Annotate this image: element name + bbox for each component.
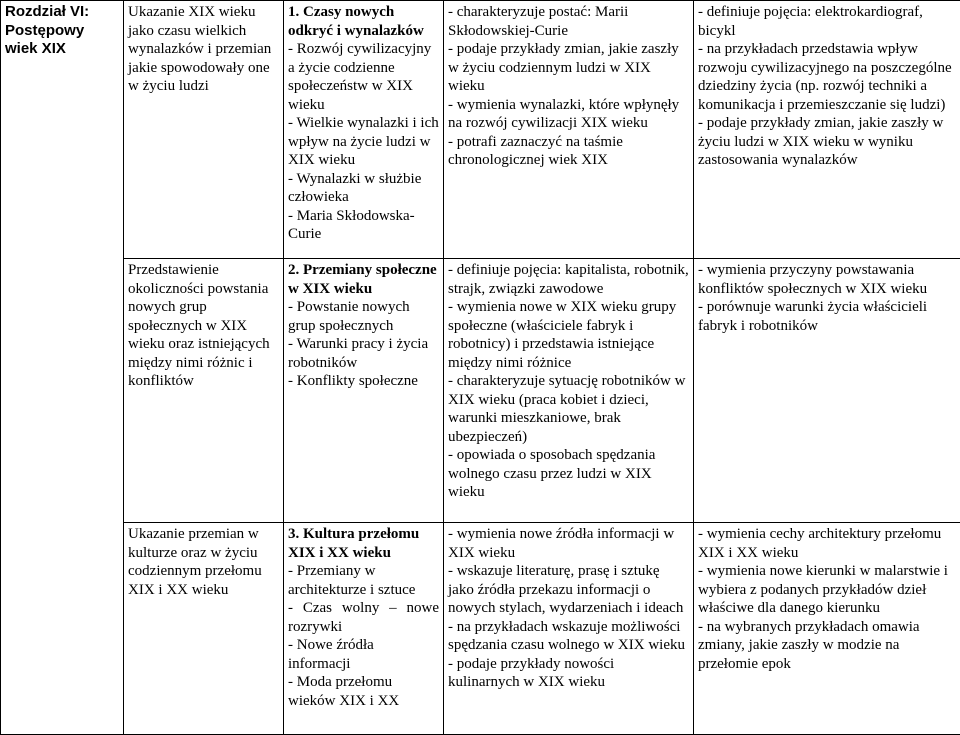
extended-requirements-cell — [694, 259, 960, 523]
content-item: - Powstanie nowych grup społecznych — [288, 299, 410, 334]
chapter-cell — [1, 1, 124, 735]
requirement-item: - definiuje pojęcia: elektrokardiograf, bicykl — [698, 4, 923, 39]
requirement-item: - opowiada o sposobach spędzania wolnego czasu przez ludzi w XIX wieku — [448, 447, 656, 500]
extended-requirements-cell — [694, 1, 960, 259]
table-row — [1, 259, 960, 523]
content-cell — [284, 523, 444, 735]
requirement-item: - wymienia nowe źródła informacji w XIX wieku — [448, 526, 675, 561]
objective-text: Ukazanie przemian w kulturze oraz w życiu codziennym przełomu XIX i XX wieku — [128, 526, 262, 598]
requirement-item: - na przykładach wskazuje możliwości spędzania czasu wolnego w XIX wieku — [448, 618, 686, 653]
section-title: 3. Kultura przełomu XIX i XX wieku — [288, 526, 420, 561]
content-item: - Maria Skłodowska-Curie — [288, 207, 415, 242]
extended-requirements-cell — [694, 523, 960, 735]
content-item: - Warunki pracy i życia robotników — [288, 336, 429, 371]
content-item: - Wielkie wynalazki i ich wpływ na życie ludzi w XIX wieku — [288, 115, 439, 168]
objective-text: Ukazanie XIX wieku jako czasu wielkich wynalazków i przemian jakie spowodowały one w życiu ludzi — [128, 4, 272, 94]
section-title: 1. Czasy nowych odkryć i wynalazków — [288, 4, 424, 39]
requirement-item: - podaje przykłady zmian, jakie zaszły w życiu codziennym ludzi w XIX wieku — [448, 41, 679, 94]
basic-requirements-cell — [444, 259, 694, 523]
requirement-item: - wymienia przyczyny powstawania konfliktów społecznych w XIX wieku — [698, 262, 928, 297]
objective-text: Przedstawienie okoliczności powstania nowych grup społecznych w XIX wieku oraz istniejących między nimi różnic i konfliktów — [128, 262, 270, 389]
content-item: - Przemiany w architekturze i sztuce — [288, 563, 416, 598]
requirement-item: - definiuje pojęcia: kapitalista, robotnik, strajk, związki zawodowe — [448, 262, 689, 297]
content-item: - Moda przełomu wieków XIX i XX — [288, 674, 400, 709]
requirement-item: - charakteryzuje sytuację robotników w XIX wieku (praca kobiet i dzieci, warunki mieszkaniowe, brak ubezpieczeń) — [448, 373, 686, 445]
objective-cell — [124, 259, 284, 523]
content-item: - Wynalazki w służbie człowieka — [288, 170, 422, 205]
content-cell — [284, 259, 444, 523]
table-row — [1, 1, 960, 259]
requirement-item: - na wybranych przykładach omawia zmiany, jakie zaszły w modzie na przełomie epok — [698, 618, 920, 672]
requirement-item: - porównuje warunki życia właścicieli fabryk i robotników — [698, 299, 928, 334]
requirement-item: - wymienia nowe w XIX wieku grupy społeczne (właściciele fabryk i robotnicy) i przedstawia istniejące między nimi różnice — [448, 299, 677, 371]
content-item: - Czas wolny – nowe rozrywki — [288, 600, 439, 635]
chapter-title: Rozdział VI: Postępowy wiek XIX — [5, 3, 90, 57]
requirement-item: - podaje przykłady zmian, jakie zaszły w życiu ludzi w XIX wieku w wyniku zastosowania wynalazków — [698, 115, 944, 168]
basic-requirements-cell — [444, 1, 694, 259]
table-row — [1, 523, 960, 735]
requirement-item: - wymienia cechy architektury przełomu XIX i XX wieku — [698, 526, 942, 561]
content-item: - Konflikty społeczne — [288, 373, 418, 389]
requirement-item: - na przykładach przedstawia wpływ rozwoju cywilizacyjnego na poszczególne dziedziny życia (np. rozwój techniki a komunikacja i przemieszczanie się ludzi) — [698, 41, 952, 113]
section-title: 2. Przemiany społeczne w XIX wieku — [288, 262, 437, 297]
requirement-item: - wskazuje literaturę, prasę i sztukę jako źródła przekazu informacji o nowych stylach, wydarzeniach i ideach — [448, 563, 684, 616]
requirement-item: - potrafi zaznaczyć na taśmie chronologicznej wiek XIX — [448, 133, 623, 168]
objective-cell — [124, 523, 284, 735]
requirement-item: - wymienia wynalazki, które wpłynęły na rozwój cywilizacji XIX wieku — [448, 96, 680, 131]
content-item: - Nowe źródła informacji — [288, 637, 374, 672]
requirement-item: - podaje przykłady nowości kulinarnych w XIX wieku — [448, 655, 615, 690]
objective-cell — [124, 1, 284, 259]
requirement-item: - wymienia nowe kierunki w malarstwie i wybiera z podanych przykładów dzieł właściwe dla danego kierunku — [698, 563, 948, 616]
requirement-item: - charakteryzuje postać: Marii Skłodowskiej-Curie — [448, 4, 629, 39]
content-cell — [284, 1, 444, 259]
content-item: - Rozwój cywilizacyjny a życie codzienne społeczeństw w XIX wieku — [288, 41, 432, 113]
basic-requirements-cell — [444, 523, 694, 735]
